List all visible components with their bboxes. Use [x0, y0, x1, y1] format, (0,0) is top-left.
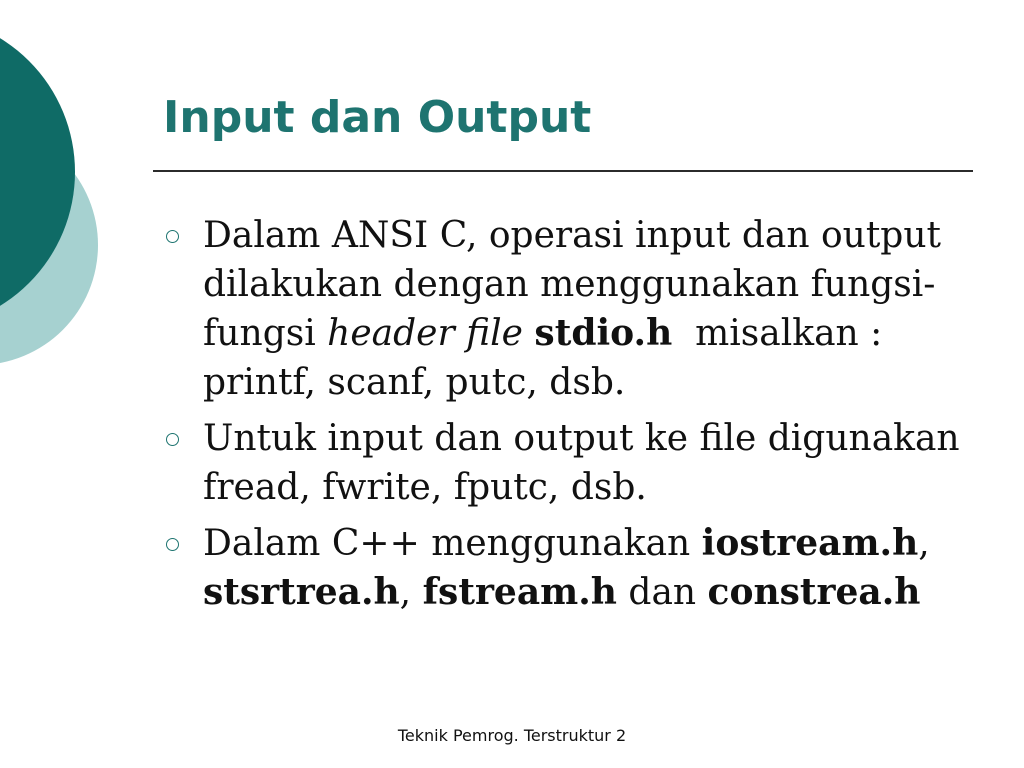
bullet-item: [164, 211, 984, 407]
footer-text: Teknik Pemrog. Terstruktur 2: [397, 726, 627, 745]
bullet-text: Untuk input dan output ke file digunakan fread, fwrite, fputc, dsb.: [203, 418, 960, 508]
decorative-circles: [0, 0, 140, 420]
title-divider: [153, 170, 973, 172]
bullet-keyword: fstream.h: [422, 571, 617, 613]
hollow-circle-bullet-icon: [166, 538, 179, 551]
slide-title: Input dan Output: [163, 92, 592, 143]
hollow-circle-bullet-icon: [166, 230, 179, 243]
bullet-keyword: stsrtrea.h: [203, 571, 400, 613]
bullet-text: ,: [918, 523, 930, 564]
hollow-circle-bullet-icon: [166, 433, 179, 446]
bullet-text: Dalam ANSI C, operasi input dan output dilakukan dengan menggunakan fungsi-fungsi: [203, 215, 941, 354]
bullet-item: [164, 414, 984, 512]
bullet-emphasis: header file: [327, 313, 523, 354]
bullet-text: dan: [616, 572, 708, 613]
bullet-list: [164, 211, 984, 624]
bullet-text: Dalam C++ menggunakan: [203, 523, 702, 564]
bullet-keyword: iostream.h: [701, 522, 919, 564]
slide-footer: [0, 725, 1024, 747]
bullet-text: ,: [399, 572, 423, 613]
bullet-keyword: constrea.h: [707, 571, 921, 613]
bullet-text: [523, 313, 534, 354]
bullet-item: [164, 519, 984, 617]
bullet-keyword: stdio.h: [534, 312, 673, 354]
bullet-text: misalkan : printf, scanf, putc, dsb.: [203, 313, 894, 403]
